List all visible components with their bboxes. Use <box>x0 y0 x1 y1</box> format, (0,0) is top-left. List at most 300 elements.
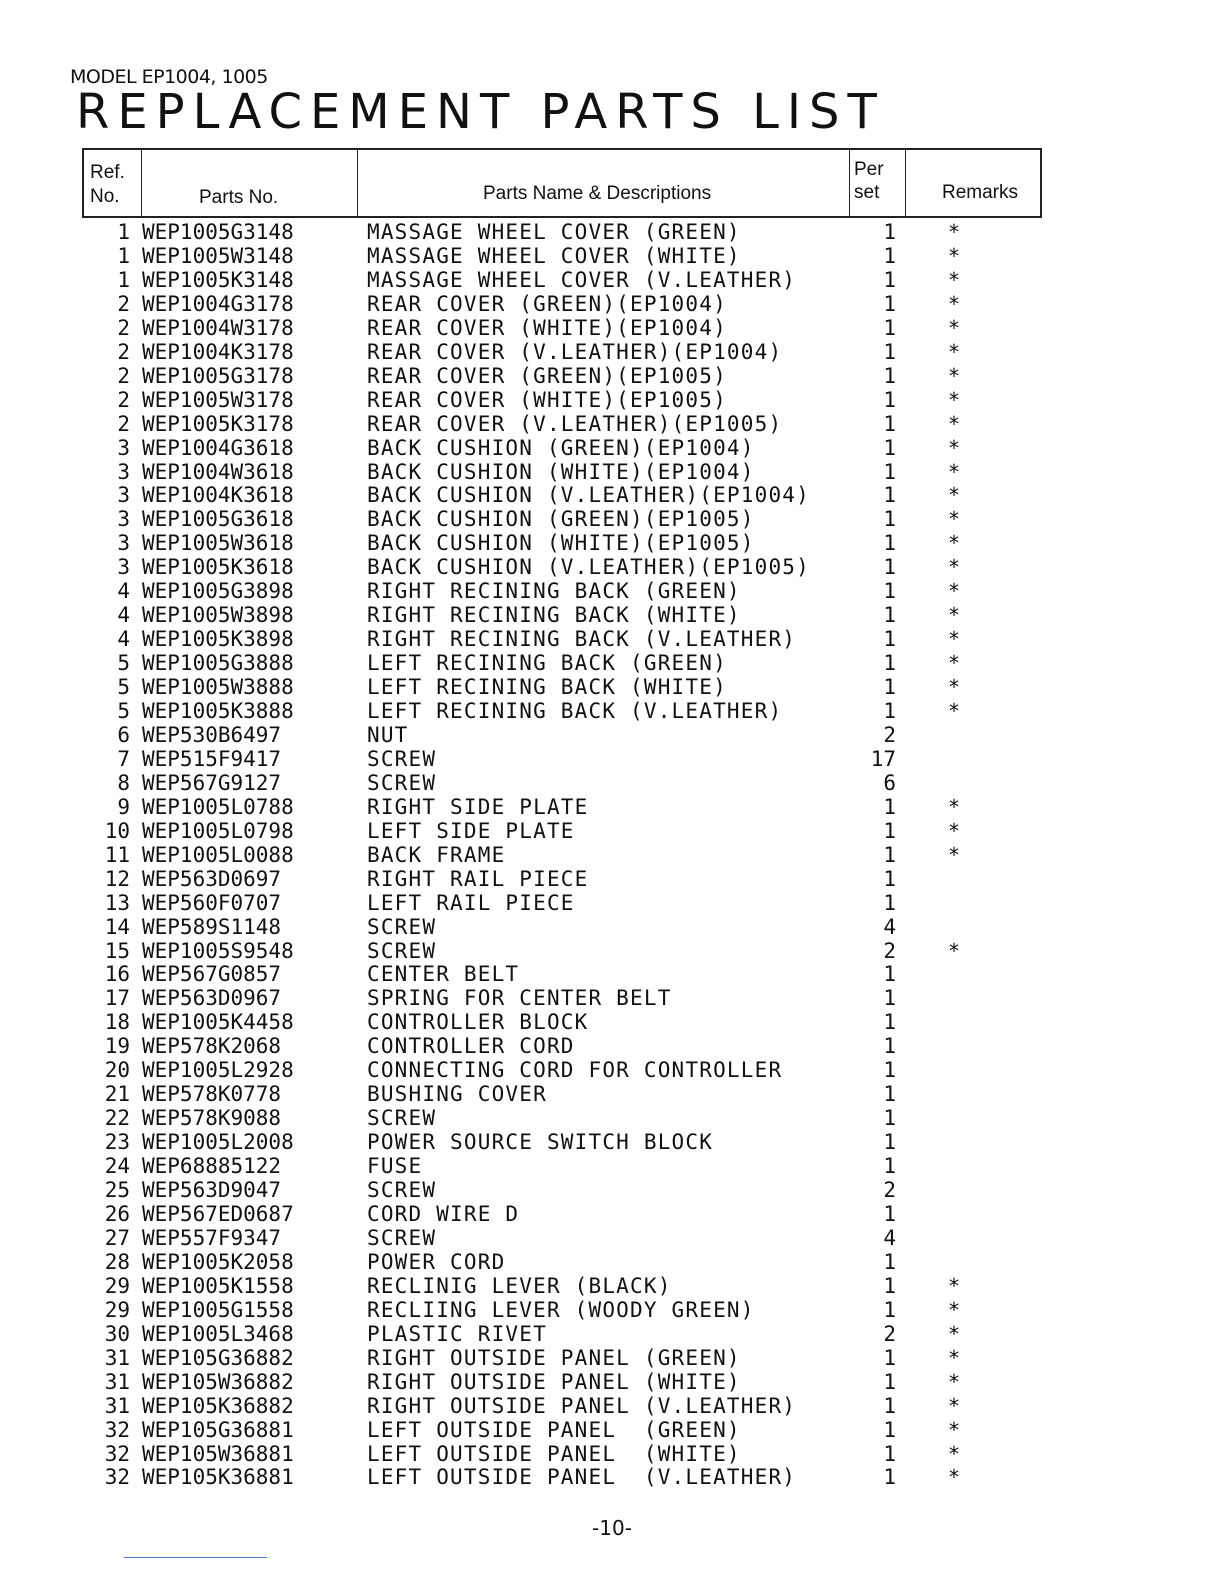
per-set-cell: 1 <box>883 459 896 484</box>
ref-cell: 13 <box>104 890 130 915</box>
description-cell: LEFT OUTSIDE PANEL (GREEN) <box>367 1417 741 1442</box>
part-number-cell: WEP560F0707 <box>142 890 282 915</box>
ref-cell: 32 <box>104 1441 130 1466</box>
per-set-cell: 1 <box>883 483 896 508</box>
per-set-cell: 1 <box>883 818 896 843</box>
table-row <box>0 1154 1224 1178</box>
remarks-cell: * <box>949 1441 959 1466</box>
remarks-cell: * <box>949 555 959 580</box>
part-number-cell: WEP578K2068 <box>142 1034 282 1059</box>
description-cell: BACK FRAME <box>367 842 506 867</box>
remarks-cell: * <box>949 220 959 244</box>
table-row <box>0 939 1224 963</box>
part-number-cell: WEP1005W3148 <box>142 243 294 268</box>
header-ref-cell <box>84 150 142 216</box>
part-number-cell: WEP1005K3898 <box>142 627 294 652</box>
remarks-cell: * <box>949 531 959 556</box>
description-cell: REAR COVER (WHITE)(EP1005) <box>367 387 727 412</box>
part-number-cell: WEP563D0967 <box>142 986 282 1011</box>
ref-cell: 4 <box>117 627 130 652</box>
remarks-cell: * <box>949 435 959 460</box>
table-row <box>0 819 1224 843</box>
part-number-cell: WEP1005G3888 <box>142 651 294 676</box>
description-cell: MASSAGE WHEEL COVER (WHITE) <box>367 243 741 268</box>
table-row <box>0 1178 1224 1202</box>
per-set-cell: 1 <box>883 651 896 676</box>
per-set-cell: 1 <box>883 1297 896 1322</box>
remarks-cell: * <box>949 315 959 340</box>
part-number-cell: WEP105G36882 <box>142 1345 294 1370</box>
part-number-cell: WEP1005G3178 <box>142 363 294 388</box>
description-cell: POWER CORD <box>367 1249 506 1274</box>
table-row <box>0 1322 1224 1346</box>
per-set-cell: 1 <box>883 1201 896 1226</box>
remarks-cell: * <box>949 1273 959 1298</box>
part-number-cell: WEP1005W3888 <box>142 675 294 700</box>
header-parts-no: Parts No. <box>199 187 279 208</box>
part-number-cell: WEP1005L2928 <box>142 1058 294 1083</box>
part-number-cell: WEP589S1148 <box>142 914 282 939</box>
part-number-cell: WEP578K0778 <box>142 1082 282 1107</box>
part-number-cell: WEP1004W3178 <box>142 315 294 340</box>
part-number-cell: WEP1005G3898 <box>142 579 294 604</box>
per-set-cell: 1 <box>883 1249 896 1274</box>
remarks-cell: * <box>949 699 959 723</box>
ref-cell: 5 <box>117 651 130 676</box>
remarks-cell: * <box>949 579 959 604</box>
description-cell: REAR COVER (WHITE)(EP1004) <box>367 315 727 340</box>
header-per-set-cell <box>850 150 906 216</box>
ref-cell: 7 <box>117 746 130 771</box>
ref-cell: 32 <box>104 1465 130 1490</box>
description-cell: RIGHT OUTSIDE PANEL (GREEN) <box>367 1345 741 1370</box>
description-cell: SCREW <box>367 746 437 771</box>
table-row <box>0 1226 1224 1250</box>
table-row <box>0 962 1224 986</box>
per-set-cell: 1 <box>883 411 896 436</box>
remarks-cell: * <box>949 1369 959 1394</box>
table-row <box>0 699 1224 723</box>
remarks-cell: * <box>949 267 959 292</box>
description-cell: PLASTIC RIVET <box>367 1321 547 1346</box>
table-row <box>0 771 1224 795</box>
per-set-cell: 1 <box>883 699 896 723</box>
table-row <box>0 388 1224 412</box>
description-cell: RIGHT RAIL PIECE <box>367 866 589 891</box>
description-cell: SCREW <box>367 938 437 963</box>
description-cell: RIGHT RECINING BACK (GREEN) <box>367 579 741 604</box>
ref-cell: 21 <box>104 1082 130 1107</box>
table-row <box>0 867 1224 891</box>
ref-cell: 2 <box>117 315 130 340</box>
per-set-cell: 1 <box>883 627 896 652</box>
part-number-cell: WEP105W36882 <box>142 1369 294 1394</box>
part-number-cell: WEP105W36881 <box>142 1441 294 1466</box>
remarks-cell: * <box>949 411 959 436</box>
ref-cell: 4 <box>117 603 130 628</box>
per-set-cell: 1 <box>883 220 896 244</box>
table-row <box>0 986 1224 1010</box>
table-header <box>82 148 1042 218</box>
description-cell: REAR COVER (V.LEATHER)(EP1005) <box>367 411 783 436</box>
table-row <box>0 531 1224 555</box>
table-row <box>0 412 1224 436</box>
per-set-cell: 2 <box>883 1321 896 1346</box>
ref-cell: 26 <box>104 1201 130 1226</box>
header-ref-line1: Ref. <box>90 162 125 183</box>
table-row <box>0 1346 1224 1370</box>
description-cell: REAR COVER (GREEN)(EP1005) <box>367 363 727 388</box>
table-row <box>0 627 1224 651</box>
description-cell: RIGHT RECINING BACK (WHITE) <box>367 603 741 628</box>
table-row <box>0 364 1224 388</box>
part-number-cell: WEP1005K3148 <box>142 267 294 292</box>
part-number-cell: WEP567G0857 <box>142 962 282 987</box>
description-cell: LEFT OUTSIDE PANEL (WHITE) <box>367 1441 741 1466</box>
part-number-cell: WEP105K36881 <box>142 1465 294 1490</box>
table-row <box>0 1442 1224 1466</box>
part-number-cell: WEP1004K3178 <box>142 339 294 364</box>
ref-cell: 1 <box>117 220 130 244</box>
description-cell: RECLIING LEVER (WOODY GREEN) <box>367 1297 755 1322</box>
per-set-cell: 6 <box>883 770 896 795</box>
table-row <box>0 1298 1224 1322</box>
part-number-cell: WEP1005S9548 <box>142 938 294 963</box>
description-cell: MASSAGE WHEEL COVER (V.LEATHER) <box>367 267 797 292</box>
remarks-cell: * <box>949 794 959 819</box>
remarks-cell: * <box>949 675 959 700</box>
part-number-cell: WEP105G36881 <box>142 1417 294 1442</box>
per-set-cell: 1 <box>883 1130 896 1155</box>
remarks-cell: * <box>949 1417 959 1442</box>
ref-cell: 2 <box>117 339 130 364</box>
table-row <box>0 1130 1224 1154</box>
header-description: Parts Name & Descriptions <box>483 183 712 204</box>
table-row <box>0 316 1224 340</box>
part-number-cell: WEP567ED0687 <box>142 1201 294 1226</box>
ref-cell: 3 <box>117 555 130 580</box>
description-cell: CONTROLLER CORD <box>367 1034 575 1059</box>
header-parts-no-cell <box>142 150 358 216</box>
remarks-cell: * <box>949 1297 959 1322</box>
per-set-cell: 1 <box>883 315 896 340</box>
ref-cell: 14 <box>104 914 130 939</box>
remarks-cell: * <box>949 603 959 628</box>
ref-cell: 3 <box>117 483 130 508</box>
per-set-cell: 1 <box>883 387 896 412</box>
per-set-cell: 1 <box>883 579 896 604</box>
table-row <box>0 483 1224 507</box>
header-per-line2: set <box>854 182 880 203</box>
part-number-cell: WEP1005L0788 <box>142 794 294 819</box>
table-row <box>0 915 1224 939</box>
page-title: REPLACEMENT PARTS LIST <box>76 84 885 140</box>
remarks-cell: * <box>949 1465 959 1490</box>
table-row <box>0 340 1224 364</box>
table-row <box>0 244 1224 268</box>
part-number-cell: WEP567G9127 <box>142 770 282 795</box>
description-cell: CORD WIRE D <box>367 1201 520 1226</box>
ref-cell: 16 <box>104 962 130 987</box>
per-set-cell: 1 <box>883 1106 896 1131</box>
remarks-cell: * <box>949 1345 959 1370</box>
per-set-cell: 1 <box>883 531 896 556</box>
ref-cell: 9 <box>117 794 130 819</box>
ref-cell: 6 <box>117 722 130 747</box>
per-set-cell: 1 <box>883 675 896 700</box>
ref-cell: 18 <box>104 1010 130 1035</box>
part-number-cell: WEP1005K3888 <box>142 699 294 723</box>
part-number-cell: WEP1005G1558 <box>142 1297 294 1322</box>
table-row <box>0 555 1224 579</box>
remarks-cell: * <box>949 243 959 268</box>
description-cell: RIGHT OUTSIDE PANEL (V.LEATHER) <box>367 1393 797 1418</box>
part-number-cell: WEP1005K2058 <box>142 1249 294 1274</box>
per-set-cell: 1 <box>883 291 896 316</box>
description-cell: LEFT RECINING BACK (V.LEATHER) <box>367 699 783 723</box>
table-row <box>0 795 1224 819</box>
table-row <box>0 268 1224 292</box>
per-set-cell: 1 <box>883 267 896 292</box>
description-cell: SCREW <box>367 770 437 795</box>
table-row <box>0 220 1224 244</box>
table-row <box>0 507 1224 531</box>
remarks-cell: * <box>949 339 959 364</box>
per-set-cell: 1 <box>883 243 896 268</box>
ref-cell: 2 <box>117 291 130 316</box>
ref-cell: 28 <box>104 1249 130 1274</box>
part-number-cell: WEP1005L0088 <box>142 842 294 867</box>
ref-cell: 30 <box>104 1321 130 1346</box>
per-set-cell: 4 <box>883 1225 896 1250</box>
description-cell: REAR COVER (V.LEATHER)(EP1004) <box>367 339 783 364</box>
table-row <box>0 843 1224 867</box>
remarks-cell: * <box>949 459 959 484</box>
per-set-cell: 4 <box>883 914 896 939</box>
ref-cell: 32 <box>104 1417 130 1442</box>
description-cell: FUSE <box>367 1154 423 1178</box>
ref-cell: 1 <box>117 267 130 292</box>
ref-cell: 3 <box>117 531 130 556</box>
model-label: MODEL EP1004, 1005 <box>70 66 268 88</box>
description-cell: SCREW <box>367 914 437 939</box>
ref-cell: 1 <box>117 243 130 268</box>
table-row <box>0 651 1224 675</box>
per-set-cell: 1 <box>883 1369 896 1394</box>
table-row <box>0 1465 1224 1489</box>
table-row <box>0 1370 1224 1394</box>
description-cell: BACK CUSHION (V.LEATHER)(EP1004) <box>367 483 810 508</box>
description-cell: LEFT RAIL PIECE <box>367 890 575 915</box>
table-row <box>0 747 1224 771</box>
description-cell: BACK CUSHION (GREEN)(EP1004) <box>367 435 755 460</box>
description-cell: RECLINIG LEVER (BLACK) <box>367 1273 672 1298</box>
per-set-cell: 1 <box>883 1082 896 1107</box>
remarks-cell: * <box>949 363 959 388</box>
ref-cell: 3 <box>117 459 130 484</box>
table-row <box>0 1082 1224 1106</box>
part-number-cell: WEP515F9417 <box>142 746 282 771</box>
description-cell: REAR COVER (GREEN)(EP1004) <box>367 291 727 316</box>
part-number-cell: WEP1005G3618 <box>142 507 294 532</box>
part-number-cell: WEP1004W3618 <box>142 459 294 484</box>
part-number-cell: WEP1005L0798 <box>142 818 294 843</box>
per-set-cell: 1 <box>883 603 896 628</box>
per-set-cell: 1 <box>883 435 896 460</box>
description-cell: BACK CUSHION (V.LEATHER)(EP1005) <box>367 555 810 580</box>
description-cell: LEFT SIDE PLATE <box>367 818 575 843</box>
part-number-cell: WEP1005W3618 <box>142 531 294 556</box>
ref-cell: 11 <box>104 842 130 867</box>
per-set-cell: 17 <box>870 746 896 771</box>
description-cell: SCREW <box>367 1106 437 1131</box>
per-set-cell: 1 <box>883 1010 896 1035</box>
per-set-cell: 1 <box>883 1345 896 1370</box>
table-row <box>0 460 1224 484</box>
per-set-cell: 1 <box>883 507 896 532</box>
table-row <box>0 603 1224 627</box>
ref-cell: 20 <box>104 1058 130 1083</box>
per-set-cell: 1 <box>883 1273 896 1298</box>
per-set-cell: 1 <box>883 890 896 915</box>
description-cell: RIGHT OUTSIDE PANEL (WHITE) <box>367 1369 741 1394</box>
description-cell: NUT <box>367 722 409 747</box>
table-row <box>0 1394 1224 1418</box>
ref-cell: 12 <box>104 866 130 891</box>
ref-cell: 23 <box>104 1130 130 1155</box>
description-cell: SCREW <box>367 1178 437 1202</box>
per-set-cell: 1 <box>883 1154 896 1178</box>
ref-cell: 29 <box>104 1273 130 1298</box>
per-set-cell: 1 <box>883 1034 896 1059</box>
part-number-cell: WEP1005G3148 <box>142 220 294 244</box>
per-set-cell: 1 <box>883 555 896 580</box>
per-set-cell: 1 <box>883 842 896 867</box>
part-number-cell: WEP1005K1558 <box>142 1273 294 1298</box>
ref-cell: 3 <box>117 435 130 460</box>
header-remarks: Remarks <box>942 182 1019 203</box>
part-number-cell: WEP1005K4458 <box>142 1010 294 1035</box>
part-number-cell: WEP557F9347 <box>142 1225 282 1250</box>
table-row <box>0 1058 1224 1082</box>
table-row <box>0 1274 1224 1298</box>
ref-cell: 5 <box>117 675 130 700</box>
part-number-cell: WEP1005K3178 <box>142 411 294 436</box>
per-set-cell: 2 <box>883 938 896 963</box>
description-cell: LEFT RECINING BACK (GREEN) <box>367 651 727 676</box>
ref-cell: 27 <box>104 1225 130 1250</box>
ref-cell: 2 <box>117 363 130 388</box>
ref-cell: 31 <box>104 1369 130 1394</box>
description-cell: BACK CUSHION (WHITE)(EP1004) <box>367 459 755 484</box>
part-number-cell: WEP1005L2008 <box>142 1130 294 1155</box>
table-row <box>0 436 1224 460</box>
table-row <box>0 1010 1224 1034</box>
ref-cell: 19 <box>104 1034 130 1059</box>
description-cell: SPRING FOR CENTER BELT <box>367 986 672 1011</box>
per-set-cell: 1 <box>883 986 896 1011</box>
per-set-cell: 1 <box>883 866 896 891</box>
part-number-cell: WEP578K9088 <box>142 1106 282 1131</box>
remarks-cell: * <box>949 387 959 412</box>
description-cell: BUSHING COVER <box>367 1082 547 1107</box>
table-row <box>0 1202 1224 1226</box>
ref-cell: 4 <box>117 579 130 604</box>
table-row <box>0 891 1224 915</box>
ref-cell: 24 <box>104 1154 130 1178</box>
part-number-cell: WEP563D0697 <box>142 866 282 891</box>
ref-cell: 25 <box>104 1178 130 1202</box>
description-cell: POWER SOURCE SWITCH BLOCK <box>367 1130 714 1155</box>
ref-cell: 15 <box>104 938 130 963</box>
remarks-cell: * <box>949 651 959 676</box>
per-set-cell: 1 <box>883 339 896 364</box>
table-row <box>0 675 1224 699</box>
part-number-cell: WEP105K36882 <box>142 1393 294 1418</box>
per-set-cell: 2 <box>883 722 896 747</box>
remarks-cell: * <box>949 627 959 652</box>
ref-cell: 17 <box>104 986 130 1011</box>
part-number-cell: WEP1005L3468 <box>142 1321 294 1346</box>
ref-cell: 31 <box>104 1345 130 1370</box>
description-cell: CENTER BELT <box>367 962 520 987</box>
remarks-cell: * <box>949 1393 959 1418</box>
ref-cell: 3 <box>117 507 130 532</box>
remarks-cell: * <box>949 483 959 508</box>
part-number-cell: WEP1004K3618 <box>142 483 294 508</box>
table-row <box>0 579 1224 603</box>
ref-cell: 10 <box>104 818 130 843</box>
remarks-cell: * <box>949 291 959 316</box>
description-cell: RIGHT RECINING BACK (V.LEATHER) <box>367 627 797 652</box>
part-number-cell: WEP530B6497 <box>142 722 282 747</box>
per-set-cell: 1 <box>883 1441 896 1466</box>
remarks-cell: * <box>949 938 959 963</box>
description-cell: LEFT OUTSIDE PANEL (V.LEATHER) <box>367 1465 797 1490</box>
footer-rule <box>124 1557 267 1558</box>
per-set-cell: 1 <box>883 1058 896 1083</box>
part-number-cell: WEP68885122 <box>142 1154 282 1178</box>
description-cell: CONTROLLER BLOCK <box>367 1010 589 1035</box>
per-set-cell: 2 <box>883 1178 896 1202</box>
ref-cell: 31 <box>104 1393 130 1418</box>
table-row <box>0 1106 1224 1130</box>
per-set-cell: 1 <box>883 962 896 987</box>
description-cell: CONNECTING CORD FOR CONTROLLER <box>367 1058 783 1083</box>
per-set-cell: 1 <box>883 1417 896 1442</box>
table-row <box>0 723 1224 747</box>
part-number-cell: WEP1004G3618 <box>142 435 294 460</box>
ref-cell: 22 <box>104 1106 130 1131</box>
part-number-cell: WEP1005K3618 <box>142 555 294 580</box>
part-number-cell: WEP1005W3898 <box>142 603 294 628</box>
description-cell: SCREW <box>367 1225 437 1250</box>
remarks-cell: * <box>949 818 959 843</box>
ref-cell: 2 <box>117 387 130 412</box>
remarks-cell: * <box>949 1321 959 1346</box>
table-row <box>0 1418 1224 1442</box>
description-cell: BACK CUSHION (WHITE)(EP1005) <box>367 531 755 556</box>
table-row <box>0 292 1224 316</box>
per-set-cell: 1 <box>883 1393 896 1418</box>
remarks-cell: * <box>949 507 959 532</box>
table-row <box>0 1250 1224 1274</box>
ref-cell: 29 <box>104 1297 130 1322</box>
per-set-cell: 1 <box>883 363 896 388</box>
header-per-line1: Per <box>854 159 884 180</box>
description-cell: RIGHT SIDE PLATE <box>367 794 589 819</box>
per-set-cell: 1 <box>883 1465 896 1490</box>
